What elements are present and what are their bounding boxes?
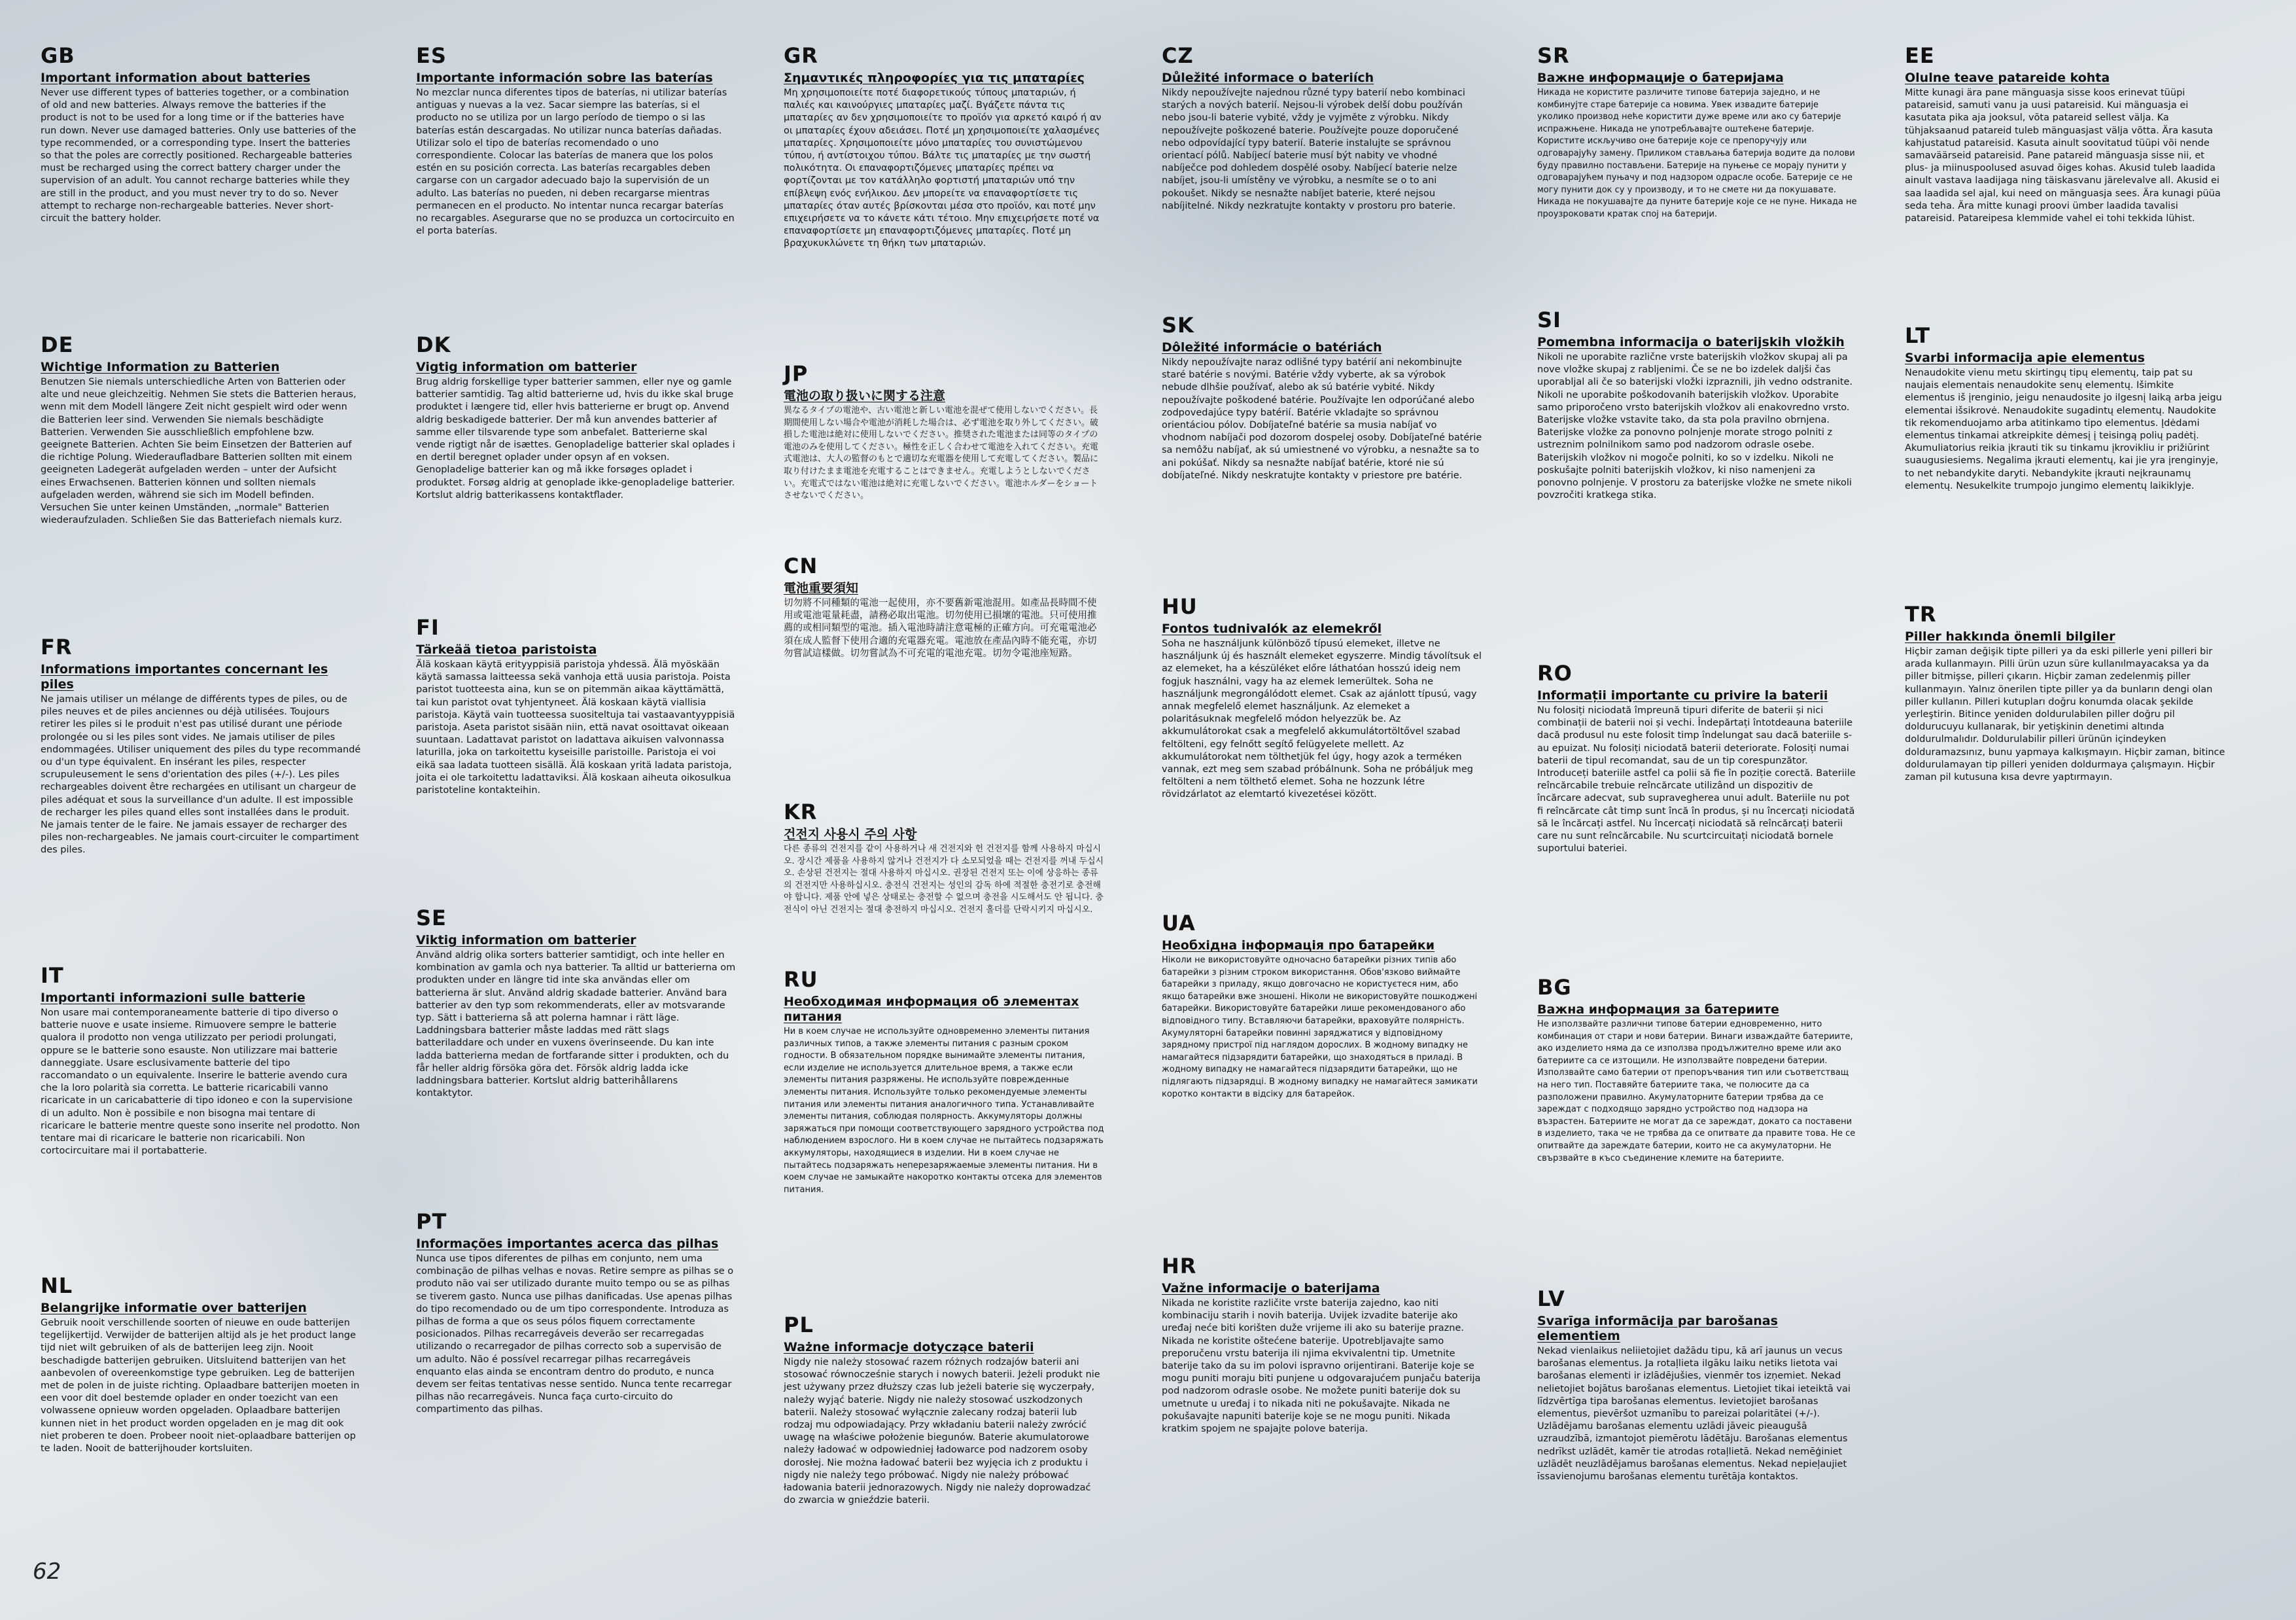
section-pl xyxy=(784,1312,1104,1507)
section-code: DE xyxy=(41,332,74,357)
section-code: LV xyxy=(1537,1286,1565,1311)
section-it xyxy=(41,963,361,1157)
section-body: 異なるタイプの電池や、古い電池と新しい電池を混ぜて使用しないでください。長期間使用しない場合や電池が消耗した場合は、必ず電池を取り外してください。破損した電池は絶対に使用しないでください。推奨された電池または同等のタイプの電池のみを使用してください。極性を正しく合わせて電池を入れてください。充電式電池は、大人の監督のもとで適切な充電器を使用して充電してください。製品に取り付けたまま電池を充電することはできません。充電しようとしないでください。充電式ではない電池は絶対に充電しないでください。電池ホルダーをショートさせないでください。 xyxy=(784,406,1099,501)
section-title: Belangrijke informatie over batterijen xyxy=(41,1301,307,1315)
section-code: NL xyxy=(41,1273,73,1298)
section-code: CN xyxy=(784,554,818,578)
section-title: Σημαντικές πληροφορίες για τις μπαταρίες xyxy=(784,71,1085,85)
section-code: DK xyxy=(416,332,451,357)
section-title: Важна информация за батериите xyxy=(1537,1002,1779,1017)
section-title: 건전지 사용시 주의 사항 xyxy=(784,827,917,841)
section-cn xyxy=(784,554,1104,660)
section-lt xyxy=(1905,323,2225,493)
section-ua xyxy=(1162,911,1482,1101)
section-title: Piller hakkında önemli bilgiler xyxy=(1905,629,2115,644)
section-title: Importanti informazioni sulle batterie xyxy=(41,991,305,1005)
section-title: Dôležité informácie o batériách xyxy=(1162,340,1382,355)
section-title: 電池の取り扱いに関する注意 xyxy=(784,389,946,403)
section-title: Olulne teave patareide kohta xyxy=(1905,71,2110,85)
section-title: Ważne informacje dotyczące baterii xyxy=(784,1340,1034,1354)
section-gr xyxy=(784,43,1104,251)
section-title: Viktig information om batterier xyxy=(416,933,636,947)
section-body: Använd aldrig olika sorters batterier samtidigt, och inte heller en kombination av gamla och nya batterier. Ta alltid ur batterierna om produkten under en längre tid inte ska användas eller om batterierna är slut. Använd aldrig skadade batterier. Använd bara batterier av den typ som rekommenderats, eller av motsvarande typ. Sätt i batterierna så att polerna hamnar i rätt läge. Laddningsbara batterier måste laddas med rätt slags batteriladdare och under en vuxens överinseende. Du kan inte ladda batterierna medan de fortfarande sitter i produkten, och du får heller aldrig försöka göra det. Försök aldrig ladda icke laddningsbara batterier. Kortslut aldrig batterihållarens kontaktytor. xyxy=(416,950,736,1099)
section-body: Не използвайте различни типове батерии едновременно, нито комбинация от стари и нови батерии. Винаги изваждайте батериите, ако изделието няма да се използва продължително време или ако батериите са се изтощили. Не използвайте повредени батерии. Използвайте само батерии от препоръчвания тип или съответстващ на него тип. Поставяйте батериите така, че полюсите да са разположени правилно. Акумулаторните батерии трябва да се зареждат с подходящо зарядно устройство под надзора на възрастен. Батериите не могат да се зареждат, докато са поставени в изделието, така че не трябва да се опитвате да правите това. Не се опитвайте да зареждате батерии, които не са акумулаторни. Не свързвайте в късо съединение клемите на батериите. xyxy=(1537,1019,1856,1163)
section-body: Nunca use tipos diferentes de pilhas em conjunto, nem uma combinação de pilhas velhas e novas. Retire sempre as pilhas se o produto não vai ser utilizado durante muito tempo ou se as pilhas se tiverem gasto. Nunca use pilhas danificadas. Use apenas pilhas do tipo recomendado ou de um tipo correspondente. Introduza as pilhas de forma a que os seus pólos fiquem correctamente posicionados. Pilhas recarregáveis deverão ser recarregadas utilizando o recarregador de pilhas correcto sob a supervisão de um adulto. Não é possível recarregar pilhas recarregáveis enquanto elas ainda se encontram dentro do produto, e nunca devem ser feitas tentativas nesse sentido. Nunca tente recarregar pilhas não recarregáveis. Nunca faça curto-circuito do compartimento das pilhas. xyxy=(416,1254,734,1415)
section-title: Fontos tudnivalók az elemekről xyxy=(1162,622,1382,636)
section-title: Importante información sobre las baterías xyxy=(416,71,713,85)
section-title: Informações importantes acerca das pilhas xyxy=(416,1237,719,1251)
section-hr xyxy=(1162,1254,1482,1435)
section-ru xyxy=(784,967,1104,1196)
section-code: HR xyxy=(1162,1254,1197,1278)
page-number: 62 xyxy=(33,1558,61,1585)
section-pt xyxy=(416,1209,737,1417)
section-gb xyxy=(41,43,361,225)
section-body: Nikdy nepoužívejte najednou různé typy baterií nebo kombinaci starých a nových baterií. Nejsou-li výrobek delší dobu používán nebo jsou-li baterie vybité, vždy je vyjměte z výrobku. Nikdy nepoužívejte poškozené baterie. Používejte pouze doporučené nebo odpovídající typy baterií. Baterie instalujte se správnou orientací pólů. Nabíjecí baterie musí být nabity ve vhodné nabíječce pod dohledem dospělé osoby. Nabíjecí baterie nelze nabíjet, jsou-li umístěny ve výrobku, a nesmíte se o to ani pokoušet. Nikdy se nesnažte nabíjet baterie, které nejsou nabíjitelné. Nikdy nezkratujte kontakty v prostoru pro baterie. xyxy=(1162,88,1465,211)
section-body: 다른 종류의 건전지를 같이 사용하거나 새 건전지와 헌 건전지를 함께 사용하지 마십시오. 장시간 제품을 사용하지 않거나 건전지가 다 소모되었을 때는 건전지를 꺼내 두십시오. 손상된 건전지는 절대 사용하지 마십시오. 권장된 건전지 또는 이에 상응하는 종류의 건전지만 사용하십시오. 충전식 건전지는 성인의 감독 하에 적절한 충전기로 충전해야 합니다. 제품 안에 넣은 상태로는 충전할 수 없으며 충전을 시도해서도 안 됩니다. 충전식이 아닌 건전지는 절대 충전하지 마십시오. 건전지 홀더를 단락시키지 마십시오. xyxy=(784,844,1104,915)
section-fi xyxy=(416,615,737,797)
section-se xyxy=(416,906,737,1100)
section-code: FR xyxy=(41,635,73,660)
section-code: IT xyxy=(41,963,64,988)
section-body: Ніколи не використовуйте одночасно батарейки різних типів або батарейки з різним строком використання. Обов'язково виймайте батарейки з приладу, якщо довгочасно не користуєтеся ним, або якщо батарейки вже зношені. Ніколи не використовуйте пошкоджені батарейки. Використовуйте батарейки лише рекомендованого або відповідного типу. Вставляючи батарейки, враховуйте полярність. Акумуляторні батарейки повинні заряджатися у відповідному зарядному пристрої під наглядом дорослих. В жодному випадку не намагайтеся підзарядити батарейки, що знаходяться в приладі. В жодному випадку не намагайтеся підзарядити батарейки, що не підлягають підзарядці. В жодному випадку не намагайтеся замикати коротко контакти в відсіку для батарейок. xyxy=(1162,955,1478,1099)
section-title: Pomembna informacija o baterijskih vložkih xyxy=(1537,335,1845,349)
section-code: JP xyxy=(784,361,809,386)
section-title: Važne informacije o baterijama xyxy=(1162,1281,1380,1295)
section-title: Svarīga informācija par barošanas elementiem xyxy=(1537,1314,1778,1343)
section-code: GR xyxy=(784,43,818,68)
section-body: Nenaudokite vienu metu skirtingų tipų elementų, taip pat su naujais elementais nenaudokite senų elementų. Išimkite elementus iš įrenginio, jeigu nenaudosite jo ilgesnį laiką arba jeigu elementai išsikrovė. Nenaudokite sugadintų elementų. Naudokite tik rekomenduojamo arba atitinkamo tipo elementus. Įdėdami elementus tinkamai atkreipkite dėmesį į teisingą polių padėtį. Akumuliatorius reikia įkrauti tik su tinkamu įkrovikliu ir prižiūrint suaugusiesiems. Negalima įkrauti elementų, kai jie yra įrenginyje, to net nebandykite daryti. Nebandykite įkrauti neįkraunamų elementų. Nesukelkite trumpojo jungimo elementų laikiklyje. xyxy=(1905,368,2222,491)
section-code: CZ xyxy=(1162,43,1194,68)
section-body: Non usare mai contemporaneamente batterie di tipo diverso o batterie nuove e usate insieme. Rimuovere sempre le batterie qualora il prodotto non venga utilizzato per periodi prolungati, oppure se le batterie sono esauste. Non utilizzare mai batterie danneggiate. Usare esclusivamente batterie del tipo raccomandato o un equivalente. Inserire le batterie avendo cura che la loro polarità sia corretta. Le batterie ricaricabili vanno ricaricate in un caricabatterie di tipo idoneo e con la supervisione di un adulto. Non è possibile e non bisogna mai tentare di ricaricare le batterie mentre queste sono inserite nel prodotto. Non tentare mai di ricaricare le batterie non ricaricabili. Non cortocircuitare mai il portabatterie. xyxy=(41,1008,360,1157)
section-de xyxy=(41,332,361,527)
section-code: SI xyxy=(1537,308,1561,332)
section-body: Älä koskaan käytä erityyppisiä paristoja yhdessä. Älä myöskään käytä samassa laitteessa sekä vanhoja että uusia paristoja. Poista paristot tuotteesta aina, kun se on pitemmän aikaa käyttämättä, tai kun paristot ovat tyhjentyneet. Älä koskaan käytä viallisia paristoja. Käytä vain tuotteessa suositeltuja tai vastaavantyyppisiä paristoja. Aseta paristot sisään niin, että navat osoittavat oikeaan suuntaan. Ladattavat paristot on ladattava aikuisen valvonnassa laturilla, joka on tarkoitettu kyseisille paristoille. Paristoja ei voi eikä saa ladata tuotteen sisällä. Älä koskaan yritä ladata paristoja, joita ei ole tarkoitettu ladattaviksi. Älä koskaan aiheuta oikosulkua paristoteline kontakteihin. xyxy=(416,660,735,796)
section-ee xyxy=(1905,43,2225,225)
section-body: No mezclar nunca diferentes tipos de baterías, ni utilizar baterías antiguas y nuevas a la vez. Sacar siempre las baterías, si el producto no se utiliza por un largo período de tiempo o si las baterías están descargadas. No utilizar nunca baterías dañadas. Utilizar solo el tipo de baterías recomendado o uno correspondiente. Colocar las baterías de manera que los polos estén en su posición correcta. Las baterías recargables deben cargarse con un cargador adecuado bajo la supervisión de un adulto. Las baterías no pueden, ni deben recargarse mientras permanecen en el producto. No intentar nunca recargar baterías no recargables. Asegurarse que no se produzca un cortocircuito en el porta baterías. xyxy=(416,88,735,237)
section-code: FI xyxy=(416,615,440,640)
section-body: Gebruik nooit verschillende soorten of nieuwe en oude batterijen tegelijkertijd. Verwijder de batterijen altijd als je het product lange tijd niet wilt gebruiken of als de batterijen leeg zijn. Nooit beschadigde batterijen gebruiken. Uitsluitend batterijen van het aanbevolen of overeenkomstige type gebruiken. Leg de batterijen met de polen in de juiste richting. Oplaadbare batterijen moeten in een voor dit doel bestemde oplader en onder toezicht van een volwassene opnieuw worden opgeladen. Oplaadbare batterijen kunnen niet in het product worden opgeladen en je mag dit ook niet proberen te doen. Probeer nooit niet-oplaadbare batterijen op te laden. Nooit de batterijhouder kortsluiten. xyxy=(41,1318,360,1454)
section-tr xyxy=(1905,602,2225,784)
section-code: PL xyxy=(784,1312,814,1337)
section-body: Μη χρησιμοποιείτε ποτέ διαφορετικούς τύπους μπαταριών, ή παλιές και καινούργιες μπαταρίες μαζί. Βγάζετε πάντα τις μπαταρίες αν δεν χρησιμοποιείτε το προϊόν για αρκετό καιρό ή αν οι μπαταρίες έχουν αδειάσει. Ποτέ μη χρησιμοποιείτε χαλασμένες μπαταρίες. Χρησιμοποιείτε μόνο μπαταρίες του συνιστώμενου τύπου, ή αντίστοιχου τύπου. Βάλτε τις μπαταρίες με την σωστή πολικότητα. Οι επαναφορτιζόμενες μπαταρίες πρέπει να φορτίζονται με τον κατάλληλο φορτιστή μπαταριών υπό την επίβλεψη ενός ενήλικου. Δεν μπορείτε να επαναφορτίσετε τις μπαταρίες όταν αυτές βρίσκονται μέσα στο προϊόν, και ποτέ μην επιχειρήσετε να το κάνετε κάτι τέτοιο. Μην επιχειρήσετε ποτέ να επαναφορτίσετε μη επαναφορτιζόμενες μπαταρίες. Ποτέ μη βραχυκυκλώνετε τη θήκη των μπαταριών. xyxy=(784,88,1102,249)
section-sr xyxy=(1537,43,1858,221)
section-ro xyxy=(1537,661,1858,855)
section-code: SK xyxy=(1162,313,1194,338)
section-jp xyxy=(784,361,1104,502)
section-body: Никада не користите различите типове батерија заједно, и не комбинујте старе батерије са новима. Увек извадите батерије уколико производ неће користити дуже време или ако су батерије испражњене. Никада не употребљавајте оштећене батерије. Користите искључиво оне батерије које се препоручују или одговарајућу замену. Приликом стављања батерија водите да полови буду правилно постављени. Батерије на пуњење се морају пунити у одговарајућем пуњачу и под надзором одрасле особе. Батерије се не могу пунити док су у производу, и то не смете ни да покушавате. Никада не покушавајте да пуните батерије које се не пуне. Никада не проузроковати кратак спој на батерији. xyxy=(1537,88,1857,219)
section-si xyxy=(1537,308,1858,502)
section-title: Wichtige Information zu Batterien xyxy=(41,360,280,374)
section-code: HU xyxy=(1162,594,1198,619)
section-title: 電池重要須知 xyxy=(784,581,859,595)
section-title: Informații importante cu privire la baterii xyxy=(1537,688,1828,703)
section-title: Informations importantes concernant les piles xyxy=(41,662,328,692)
section-cz xyxy=(1162,43,1482,213)
section-code: GB xyxy=(41,43,75,68)
section-title: Important information about batteries xyxy=(41,71,311,85)
section-body: Nikoli ne uporabite različne vrste baterijskih vložkov skupaj ali pa nove vložke skupaj z rabljenimi. Če se ne bo izdelek daljši čas uporabljal ali če so baterijski vložki izpraznili, jih vedno odstranite. Nikoli ne uporabite poškodovanih baterijskih vložkov. Uporabite samo priporočeno vrsto baterijskih vložkov ali enakovredno vrsto. Baterijske vložke vstavite tako, da sta pola pravilno obrnjena. Baterijske vložke za ponovno polnjenje morate strogo polniti z ustreznim polnilnikom samo pod nadzorom odrasle osebe. Baterijskih vložkov ni mogoče polniti, ko so v izdelku. Nikoli ne poskušajte polniti baterijskih vložkov, ki niso namenjeni za ponovno polnjenje. V prostoru za baterijske vložke ne smete nikoli povzročiti kratkega stika. xyxy=(1537,352,1853,501)
section-body: Ne jamais utiliser un mélange de différents types de piles, ou de piles neuves et de piles anciennes ou déjà utilisées. Toujours retirer les piles si le produit n'est pas utilisé durant une période prolongée ou si les piles sont vides. Ne jamais utiliser de piles endommagées. Utiliser uniquement des piles du type recommandé ou d'un type équivalent. En insérant les piles, respecter scrupuleusement le sens d'orientation des piles (+/-). Les piles rechargeables doivent être rechargées en utilisant un chargeur de piles adéquat et sous la surveillance d'un adulte. Il est impossible de recharger les piles quand elles sont installées dans le produit. Ne jamais tenter de le faire. Ne jamais essayer de recharger des piles non-rechargeables. Ne jamais court-circuiter le compartiment des piles. xyxy=(41,694,361,856)
section-es xyxy=(416,43,737,238)
section-code: EE xyxy=(1905,43,1935,68)
section-title: Необхідна інформація про батарейки xyxy=(1162,938,1435,953)
section-code: ES xyxy=(416,43,447,68)
section-code: RO xyxy=(1537,661,1573,686)
section-code: SR xyxy=(1537,43,1570,68)
section-title: Vigtig information om batterier xyxy=(416,360,637,374)
section-dk xyxy=(416,332,737,502)
section-code: BG xyxy=(1537,975,1572,1000)
section-code: SE xyxy=(416,906,447,930)
section-body: Ни в коем случае не используйте одновременно элементы питания различных типов, а также элементы питания с разным сроком годности. В обязательном порядке вынимайте элементы питания, если изделие не используется длительное время, а также если элементы питания разряжены. Не используйте поврежденные элементы питания. Используйте только рекомендуемые элементы питания или элементы питания аналогичного типа. Устанавливайте элементы питания, соблюдая полярность. Аккумуляторы должны заряжаться при помощи соответствующего зарядного устройства под наблюдением взрослого. Ни в коем случае не пытайтесь подзаряжать аккумуляторы, находящиеся в изделии. Ни в коем случае не пытайтесь подзаряжать неперезаряжаемые элементы питания. Ни в коем случае не замыкайте накоротко контакты отсека для элементов питания. xyxy=(784,1027,1104,1195)
section-body: Nigdy nie należy stosować razem różnych rodzajów baterii ani stosować równocześnie starych i nowych baterii. Jeżeli produkt nie jest używany przez dłuższy czas lub jeżeli baterie się wyczerpały, należy wyjąć baterie. Nigdy nie należy stosować uszkodzonych baterii. Należy stosować wyłącznie zalecany rodzaj baterii lub rodzaj mu odpowiadający. Przy wkładaniu baterii należy zwrócić uwagę na właściwe położenie biegunów. Baterie akumulatorowe należy ładować w odpowiedniej ładowarce pod nadzorem osoby dorosłej. Nie można ładować baterii bez wyjęcia ich z produktu i nigdy nie należy tego próbować. Nigdy nie należy próbować ładowania baterii jednorazowych. Nigdy nie należy doprowadzać do zwarcia w gnieździe baterii. xyxy=(784,1357,1100,1506)
section-lv xyxy=(1537,1286,1858,1483)
section-body: Nikdy nepoužívajte naraz odlišné typy batérií ani nekombinujte staré batérie s novými. Batérie vždy vyberte, ak sa výrobok nebude dlhšie používať, alebo ak sú batérie vybité. Nikdy nepoužívajte poškodené batérie. Používajte len odporúčané alebo zodpovedajúce typy batérií. Batérie vkladajte so správnou orientáciou pólov. Dobíjateľné batérie sa musia nabíjať vo vhodnom nabíjači pod dozorom dospelej osoby. Dobíjateľné batérie sa nemôžu nabíjať, ak sú umiestnené vo výrobku, a nesnažte sa to ani pokúšať. Nikdy sa nesnažte nabíjať batérie, ktoré nie sú dobíjateľné. Nikdy neskratujte kontakty v priestore pre batérie. xyxy=(1162,357,1482,481)
section-body: Benutzen Sie niemals unterschiedliche Arten von Batterien oder alte und neue gleichzeitig. Nehmen Sie stets die Batterien heraus, wenn mit dem Modell längere Zeit nicht gespielt wird oder wenn die Batterien leer sind. Verwenden Sie niemals beschädigte Batterien. Verwenden Sie ausschließlich empfohlene bzw. geeignete Batterien. Achten Sie beim Einsetzen der Batterien auf die richtige Polung. Wiederaufladbare Batterien sollten mit einem geeigneten Ladegerät aufgeladen werden – unter der Aufsicht eines Erwachsenen. Batterien können und sollten niemals aufgeladen werden, während sie sich im Modell befinden. Versuchen Sie unter keinen Umständen, „normale" Batterien wiederaufzuladen. Schließen Sie das Batteriefach niemals kurz. xyxy=(41,377,357,526)
section-bg xyxy=(1537,975,1858,1165)
section-code: UA xyxy=(1162,911,1196,936)
section-body: Nekad vienlaikus neliietojiet dažādu tipu, kā arī jaunus un vecus barošanas elementus. Ja rotaļlieta ilgāku laiku netiks lietota vai barošanas elementi ir izlādējušies, vienmēr tos izņemiet. Nekad nelietojiet bojātus barošanas elementus. Lietojiet tikai ieteiktā vai līdzvērtīga tipa barošanas elementus. Ievietojiet barošanas elementus, pievēršot uzmanību to pareizai polaritātei (+/-). Uzlādējamu barošanas elementu uzlādi jāveic pieaugušā uzraudzībā, izmantojot piemērotu lādētāju. Barošanas elementus nedrīkst uzlādēt, kamēr tie atrodas rotaļlietā. Nekad nemēģiniet uzlādēt neuzlādējamus barošanas elementus. Nekad nepieļaujiet īssavienojumu barošanas elementu turētāja kontaktos. xyxy=(1537,1346,1851,1483)
section-body: 切勿將不同種類的電池一起使用，亦不要舊新電池混用。如產品長時間不使用或電池電量耗盡，請務必取出電池。切勿使用已損壞的電池。只可使用推薦的或相同類型的電池。插入電池時請注意電極的正確方向。可充電電池必須在成人監督下使用合適的充電器充電。電池放在產品內時不能充電，亦切勿嘗試這樣做。切勿嘗試為不可充電的電池充電。切勿令電池座短路。 xyxy=(784,598,1097,659)
section-body: Nu folosiți niciodată împreună tipuri diferite de baterii și nici combinații de baterii noi și vechi. Îndepărtați întotdeauna bateriile dacă produsul nu este folosit timp îndelungat sau dacă bateriile s-au epuizat. Nu folosiți niciodată baterii deteriorate. Folosiți numai baterii de tipul recomandat, sau de un tip corespunzător. Introduceți bateriile astfel ca polii să fie în poziție corectă. Bateriile reîncărcabile trebuie reîncărcate utilizând un dispozitiv de încărcare adecvat, sub supravegherea unui adult. Bateriile nu pot fi reîncărcate cât timp sunt încă în produs, și nu încercați niciodată să le încărcați astfel. Nu încercați niciodată să reîncărcați baterii care nu sunt reîncărcabile. Nu scurtcircuitați niciodată bornele suportului bateriei. xyxy=(1537,705,1856,854)
section-code: PT xyxy=(416,1209,447,1234)
section-body: Nikada ne koristite različite vrste baterija zajedno, kao niti kombinaciju starih i novih baterija. Uvijek izvadite baterije ako uređaj neće biti korišten duže vrijeme ili ako su baterije prazne. Nikada ne koristite oštećene baterije. Upotrebljavajte samo preporučenu vrstu baterija ili njima ekvivalentni tip. Umetnite baterije tako da su im polovi ispravno orijentirani. Baterije koje se mogu puniti moraju biti punjene u odgovarajućem punjaču baterija pod nadzorom odrasle osobe. Ne možete puniti baterije dok su umetnute u uređaj i to nikada niti ne pokušavajte. Nikada ne pokušavajte napuniti baterije koje se ne mogu puniti. Nikada kratkim spojem ne spajajte polove baterija. xyxy=(1162,1298,1481,1435)
section-body: Brug aldrig forskellige typer batterier sammen, eller nye og gamle batterier samtidig. Tag altid batterierne ud, hvis du ikke skal bruge produktet i længere tid, eller hvis batterierne er brugt op. Anvend aldrig beskadigede batterier. Der må kun anvendes batterier af samme eller tilsvarende type som anbefalet. Batterierne skal vende rigtigt når de isættes. Genopladelige batterier skal oplades i en dertil beregnet oplader under opsyn af en voksen. Genopladelige batterier kan og må ikke forsøges opladet i produktet. Forsøg aldrig at genoplade ikke-genopladelige batterier. Kortslut aldrig batterikassens kontaktflader. xyxy=(416,377,735,501)
section-body: Soha ne használjunk különböző típusú elemeket, illetve ne használjunk új és használt elemeket egyszerre. Mindig távolítsuk el az elemeket, ha a készüléket előre láthatóan hosszú ideig nem fogjuk használni, vagy ha az elemek lemerültek. Soha ne használjunk megrongálódott elemet. Csak az ajánlott típusú, vagy annak megfelelő elemet használjunk. Az elemeket a polaritásuknak megfelelő módon helyezzük be. Az akkumulátorokat csak a megfelelő akkumulátortöltővel szabad feltölteni, egy felnőtt segítő felügyelete mellett. Az akkumulátorokat nem tölthetjük fel úgy, hogy azok a terméken vannak, ezt meg sem szabad próbálnunk. Soha ne próbáljuk meg feltölteni a nem tölthető elemet. Soha ne hozzunk létre rövidzárlatot az elemtartó kivezetései között. xyxy=(1162,639,1482,800)
section-code: KR xyxy=(784,800,818,824)
section-kr xyxy=(784,800,1104,917)
section-body: Mitte kunagi ära pane mänguasja sisse koos erinevat tüüpi patareisid, samuti vanu ja uusi patareisid. Kui mänguasja ei kasutata pika aja jooksul, võta patareid sellest välja. Ka tühjaksaanud patareid tuleb mänguasjast välja võtta. Ära kasuta kahjustatud patareisid. Kasuta ainult soovitatud tüüpi või nende samaväärseid patareisid. Pane patareid mänguasja sisse nii, et plus- ja miinuspoolused asuvad õiges kohas. Akusid tuleb laadida ainult vastava laadijaga ning täiskasvanu järelevalve all. Akusid ei saa laadida sel ajal, kui need on mänguasja sees. Ära kunagi püüa seda teha. Ära mitte kunagi proovi ümber laadida tavalisi patareisid. Patareipesa klemmide vahel ei tohi tekkida lühist. xyxy=(1905,88,2221,224)
section-code: RU xyxy=(784,967,818,992)
section-title: Tärkeää tietoa paristoista xyxy=(416,643,597,657)
section-code: TR xyxy=(1905,602,1937,627)
section-title: Важне информације о батеријама xyxy=(1537,71,1784,85)
section-fr xyxy=(41,635,361,857)
section-title: Необходимая информация об элементах питания xyxy=(784,995,1079,1024)
section-nl xyxy=(41,1273,361,1455)
section-title: Svarbi informacija apie elementus xyxy=(1905,351,2145,365)
section-hu xyxy=(1162,594,1482,801)
section-sk xyxy=(1162,313,1482,482)
section-title: Důležité informace o bateriích xyxy=(1162,71,1374,85)
section-body: Never use different types of batteries together, or a combination of old and new batteries. Always remove the batteries if the product is not to be used for a long time or if the batteries have run down. Never use damaged batteries. Only use batteries of the type recommended, or a corresponding type. Insert the batteries so that the poles are correctly positioned. Rechargeable batteries must be recharged using the correct battery charger under the supervision of an adult. You cannot recharge batteries while they are still in the product, and you must never try to do so. Never attempt to recharge non-rechargeable batteries. Never short-circuit the battery holder. xyxy=(41,88,357,224)
section-code: LT xyxy=(1905,323,1930,348)
section-body: Hiçbir zaman değişik tipte pilleri ya da eski pillerle yeni pilleri bir arada kullanmayın. Pilli ürün uzun süre kullanılmayacaksa ya da piller bitmişse, pilleri çıkarın. Hiçbir zaman zedelenmiş piller kullanmayın. Yalnız önerilen tipte piller ya da bunların dengi olan piller kullanın. Pilleri kutupları doğru konumda olacak şekilde yerleştirin. Bitince yeniden doldurulabilen piller doğru pil doldurucuyu kullanarak, bir yetişkinin denetimi altında doldurulmalıdır. Doldurulabilir pilleri ürünün içindeyken dolduramazsınız, bunu yapmaya kalkışmayın. Hiçbir zaman, bitince doldurulamayan tip pilleri yeniden doldurmaya çalışmayın. Hiçbir zaman pil kutusuna kısa devre yaptırmayın. xyxy=(1905,646,2225,783)
